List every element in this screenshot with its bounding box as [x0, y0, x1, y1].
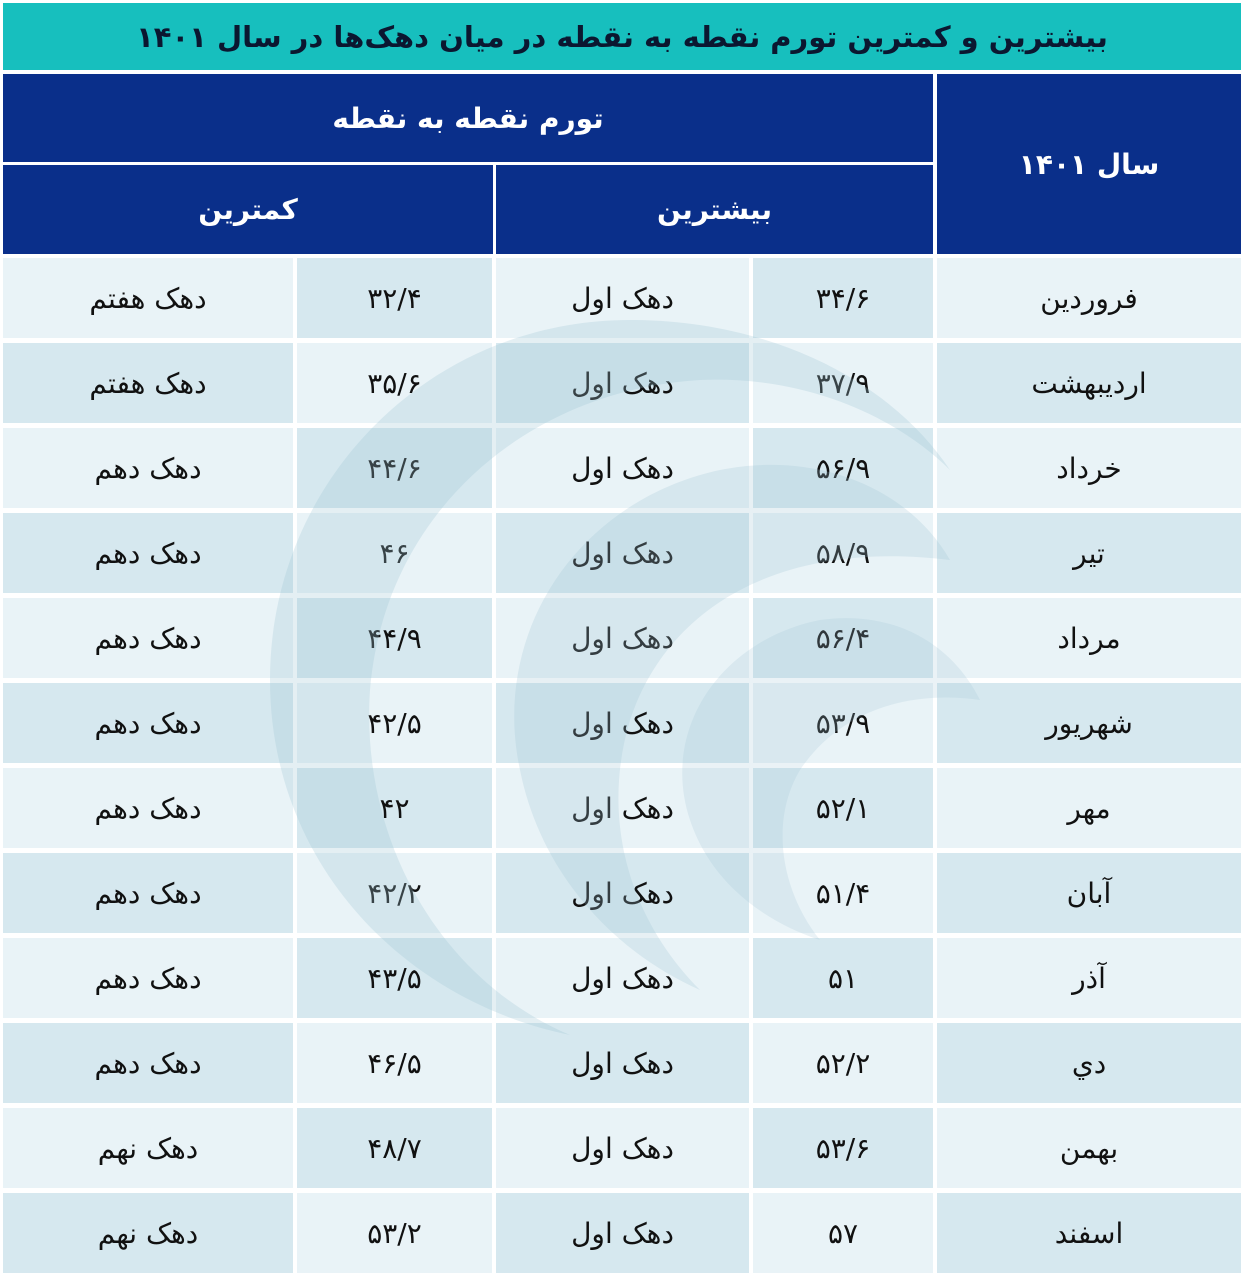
header-group-label: تورم نقطه به نقطه: [332, 101, 604, 135]
header-lowest-label: کمترین: [198, 193, 298, 226]
cell-high-value: ۵۶/۹: [753, 428, 933, 508]
cell-low-value: ۴۳/۵: [297, 938, 492, 1018]
cell-month: اردیبهشت: [937, 343, 1241, 423]
cell-low-value: ۳۵/۶: [297, 343, 492, 423]
cell-high-decile: دهک اول: [496, 853, 749, 933]
cell-low-value: ۴۴/۹: [297, 598, 492, 678]
cell-high-value: ۵۲/۲: [753, 1023, 933, 1103]
cell-low-value: ۳۲/۴: [297, 258, 492, 338]
cell-low-decile: دهک دهم: [3, 853, 293, 933]
cell-low-decile: دهک هفتم: [3, 258, 293, 338]
cell-high-value: ۵۱: [753, 938, 933, 1018]
cell-month: تیر: [937, 513, 1241, 593]
cell-month: آذر: [937, 938, 1241, 1018]
cell-high-value: ۵۲/۱: [753, 768, 933, 848]
header-group: [3, 74, 933, 162]
header-year: [937, 74, 1241, 254]
header-highest-label: بیشترین: [657, 193, 772, 226]
header-highest: [496, 165, 933, 254]
cell-high-decile: دهک اول: [496, 1108, 749, 1188]
cell-high-decile: دهک اول: [496, 258, 749, 338]
cell-low-value: ۵۳/۲: [297, 1193, 492, 1273]
cell-low-value: ۴۲/۵: [297, 683, 492, 763]
cell-low-value: ۴۶/۵: [297, 1023, 492, 1103]
cell-low-decile: دهک نهم: [3, 1193, 293, 1273]
cell-low-value: ۴۲: [297, 768, 492, 848]
cell-low-decile: دهک دهم: [3, 683, 293, 763]
cell-low-decile: دهک دهم: [3, 598, 293, 678]
header-year-label: سال ۱۴۰۱: [1018, 147, 1160, 181]
cell-high-decile: دهک اول: [496, 768, 749, 848]
cell-high-decile: دهک اول: [496, 513, 749, 593]
cell-high-value: ۵۱/۴: [753, 853, 933, 933]
cell-month: آبان: [937, 853, 1241, 933]
cell-high-decile: دهک اول: [496, 938, 749, 1018]
cell-high-decile: دهک اول: [496, 428, 749, 508]
cell-low-value: ۴۶: [297, 513, 492, 593]
table-title: بیشترین و کمترین تورم نقطه به نقطه در میان دهک‌ها در سال ۱۴۰۱: [3, 3, 1241, 70]
cell-low-value: ۴۲/۲: [297, 853, 492, 933]
cell-month: دي: [937, 1023, 1241, 1103]
cell-high-value: ۳۷/۹: [753, 343, 933, 423]
cell-low-decile: دهک دهم: [3, 1023, 293, 1103]
cell-low-decile: دهک هفتم: [3, 343, 293, 423]
cell-high-decile: دهک اول: [496, 683, 749, 763]
cell-high-value: ۵۶/۴: [753, 598, 933, 678]
cell-low-decile: دهک دهم: [3, 513, 293, 593]
cell-high-value: ۳۴/۶: [753, 258, 933, 338]
cell-high-value: ۵۳/۶: [753, 1108, 933, 1188]
cell-month: شهریور: [937, 683, 1241, 763]
cell-low-decile: دهک دهم: [3, 768, 293, 848]
cell-low-decile: دهک دهم: [3, 428, 293, 508]
cell-high-decile: دهک اول: [496, 598, 749, 678]
cell-month: فروردین: [937, 258, 1241, 338]
header-lowest: [3, 165, 493, 254]
cell-high-value: ۵۷: [753, 1193, 933, 1273]
cell-low-value: ۴۸/۷: [297, 1108, 492, 1188]
cell-low-decile: دهک دهم: [3, 938, 293, 1018]
cell-month: مرداد: [937, 598, 1241, 678]
cell-month: مهر: [937, 768, 1241, 848]
cell-high-value: ۵۳/۹: [753, 683, 933, 763]
cell-high-value: ۵۸/۹: [753, 513, 933, 593]
cell-high-decile: دهک اول: [496, 1193, 749, 1273]
cell-high-decile: دهک اول: [496, 343, 749, 423]
cell-high-decile: دهک اول: [496, 1023, 749, 1103]
cell-month: اسفند: [937, 1193, 1241, 1273]
cell-low-decile: دهک نهم: [3, 1108, 293, 1188]
cell-month: بهمن: [937, 1108, 1241, 1188]
cell-month: خرداد: [937, 428, 1241, 508]
cell-low-value: ۴۴/۶: [297, 428, 492, 508]
